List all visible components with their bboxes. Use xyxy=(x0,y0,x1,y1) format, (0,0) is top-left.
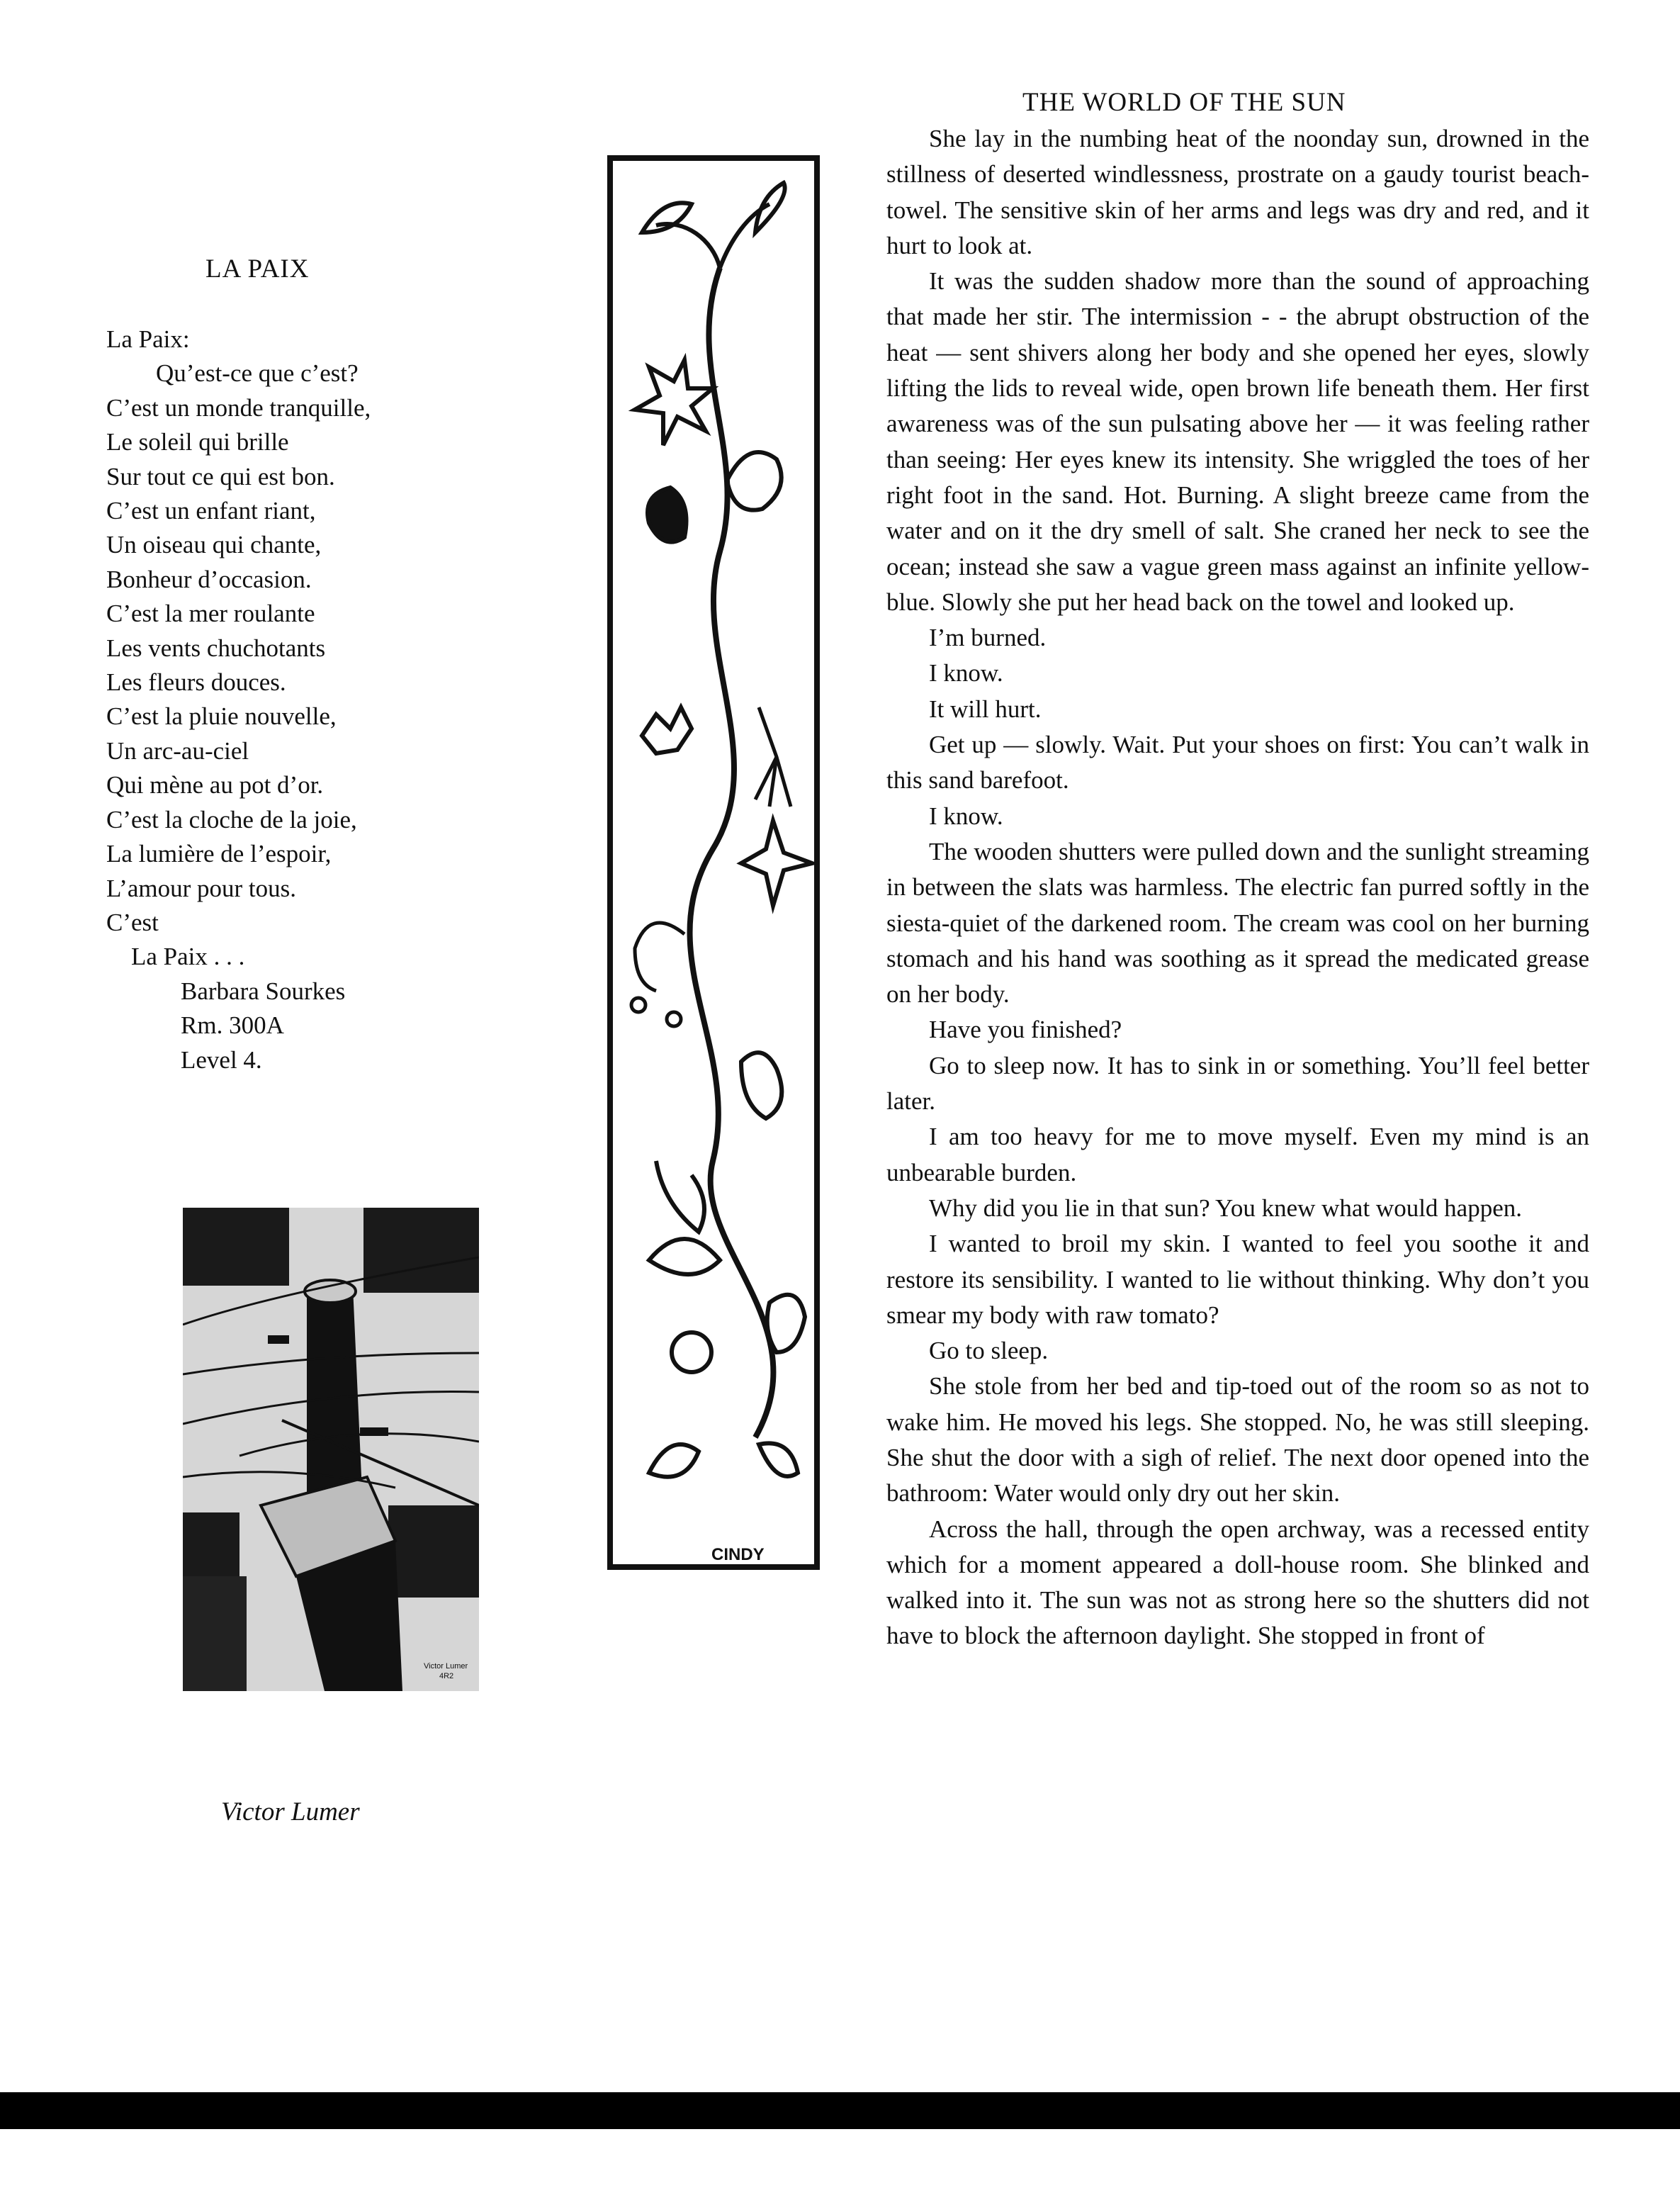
story-paragraph: Have you finished? xyxy=(929,1016,1122,1044)
poem-line: C’est la mer roulante xyxy=(106,600,315,628)
story-paragraph: I know. xyxy=(929,659,1003,687)
telephone-pole-drawing xyxy=(183,1208,479,1691)
story-paragraph: Go to sleep. xyxy=(929,1337,1049,1365)
vine-drawing xyxy=(607,155,821,1571)
story-body xyxy=(886,121,1589,1654)
page-bottom-bar xyxy=(0,2092,1680,2129)
poem-line: C’est un enfant riant, xyxy=(106,497,316,525)
caption-last-name: Lumer xyxy=(291,1797,360,1826)
vine-illustration xyxy=(607,155,821,1571)
poem-line: Sur tout ce qui est bon. xyxy=(106,462,335,490)
caption-first-name: Victor xyxy=(221,1797,285,1826)
photo-caption xyxy=(221,1797,360,1827)
poem-line: Bonheur d’occasion. xyxy=(106,565,312,593)
poem-line: C’est la pluie nouvelle, xyxy=(106,702,337,731)
poem-line: La lumière de l’espoir, xyxy=(106,840,332,868)
story-paragraph: It will hurt. xyxy=(929,695,1042,723)
story-paragraph: I know. xyxy=(929,802,1003,830)
story-paragraph: I am too heavy for me to move myself. Even my mind is an unbearable burden. xyxy=(886,1123,1589,1186)
poem-line: La Paix . . . xyxy=(106,943,245,971)
poem-title: LA PAIX xyxy=(205,254,310,284)
story-paragraph: I wanted to broil my skin. I wanted to feel you soothe it and restore its sensibility. I wanted to lie without thinking. Why don’t you smear my body with raw tomato? xyxy=(886,1230,1589,1329)
poem-line: Rm. 300A xyxy=(106,1011,284,1040)
story-paragraph: Get up — slowly. Wait. Put your shoes on first: You can’t walk in this sand barefoot. xyxy=(886,731,1589,795)
story-paragraph: She stole from her bed and tip-toed out of the room so as not to wake him. He moved his legs. She stopped. No, he was still sleeping. She shut the door with a sigh of relief. The next door opened into the bathroom: Water would only dry out her skin. xyxy=(886,1372,1589,1508)
story-paragraph: The wooden shutters were pulled down and the sunlight streaming in between the slats was harmless. The electric fan purred softly in the siesta-quiet of the darkened room. The cream was cool on her burning stomach and his hand was soothing as it spread the medicated grease on her body. xyxy=(886,837,1589,1009)
poem-line: C’est xyxy=(106,908,159,936)
poem-line: C’est un monde tranquille, xyxy=(106,393,371,422)
story-paragraph: I’m burned. xyxy=(929,624,1047,652)
story-paragraph: Go to sleep now. It has to sink in or something. You’ll feel better later. xyxy=(886,1051,1589,1116)
poem-line: Le soleil qui brille xyxy=(106,428,289,456)
poem-body xyxy=(106,322,371,1077)
story-paragraph: It was the sudden shadow more than the sound of approaching that made her stir. The intermission - - the abrupt obstruction of the heat — sent shivers along her body and she opened her eyes, slowly lifting the lids to reveal wide, open brown life beneath them. Her first awareness was of the sun pulsating above her — it was feeling rather than seeing: Her eyes knew its intensity. She wriggled the toes of her right foot in the sand. Hot. Burning. A slight breeze came from the water and on it the dry smell of salt. She craned her neck to see the ocean; instead she saw a vague green mass against an infinite yellow-blue. Slowly she put her head back on the towel and looked up. xyxy=(886,267,1589,616)
poem-line: Un arc-au-ciel xyxy=(106,736,249,765)
poem-line: La Paix: xyxy=(106,325,190,353)
poem-line: Level 4. xyxy=(106,1045,262,1074)
poem-line: Les fleurs douces. xyxy=(106,668,286,697)
photo-signature-code: 4R2 xyxy=(439,1672,454,1680)
poem-line: Qu’est-ce que c’est? xyxy=(106,359,359,388)
poem-line: Les vents chuchotants xyxy=(106,634,326,662)
story-title: THE WORLD OF THE SUN xyxy=(1022,88,1346,117)
poem-line: C’est la cloche de la joie, xyxy=(106,805,357,833)
poem-line: L’amour pour tous. xyxy=(106,874,296,902)
poem-line: Qui mène au pot d’or. xyxy=(106,771,324,799)
story-paragraph: Why did you lie in that sun? You knew what would happen. xyxy=(929,1194,1522,1222)
photo-signature: Victor Lumer xyxy=(424,1662,468,1671)
vine-signature: CINDY xyxy=(711,1545,765,1564)
poem-line: Un oiseau qui chante, xyxy=(106,531,322,559)
story-paragraph: She lay in the numbing heat of the noonday sun, drowned in the stillness of deserted windlessness, prostrate on a gaudy tourist beach-towel. The sensitive skin of her arms and legs was dry and red, and it hurt to look at. xyxy=(886,125,1589,259)
story-paragraph: Across the hall, through the open archway, was a recessed entity which for a moment appeared a doll-house room. She blinked and walked into it. The sun was not as strong here so the shutters did not have to block the afternoon daylight. She stopped in front of xyxy=(886,1515,1589,1650)
poem-line: Barbara Sourkes xyxy=(106,977,346,1005)
telephone-pole-photo xyxy=(183,1208,479,1691)
